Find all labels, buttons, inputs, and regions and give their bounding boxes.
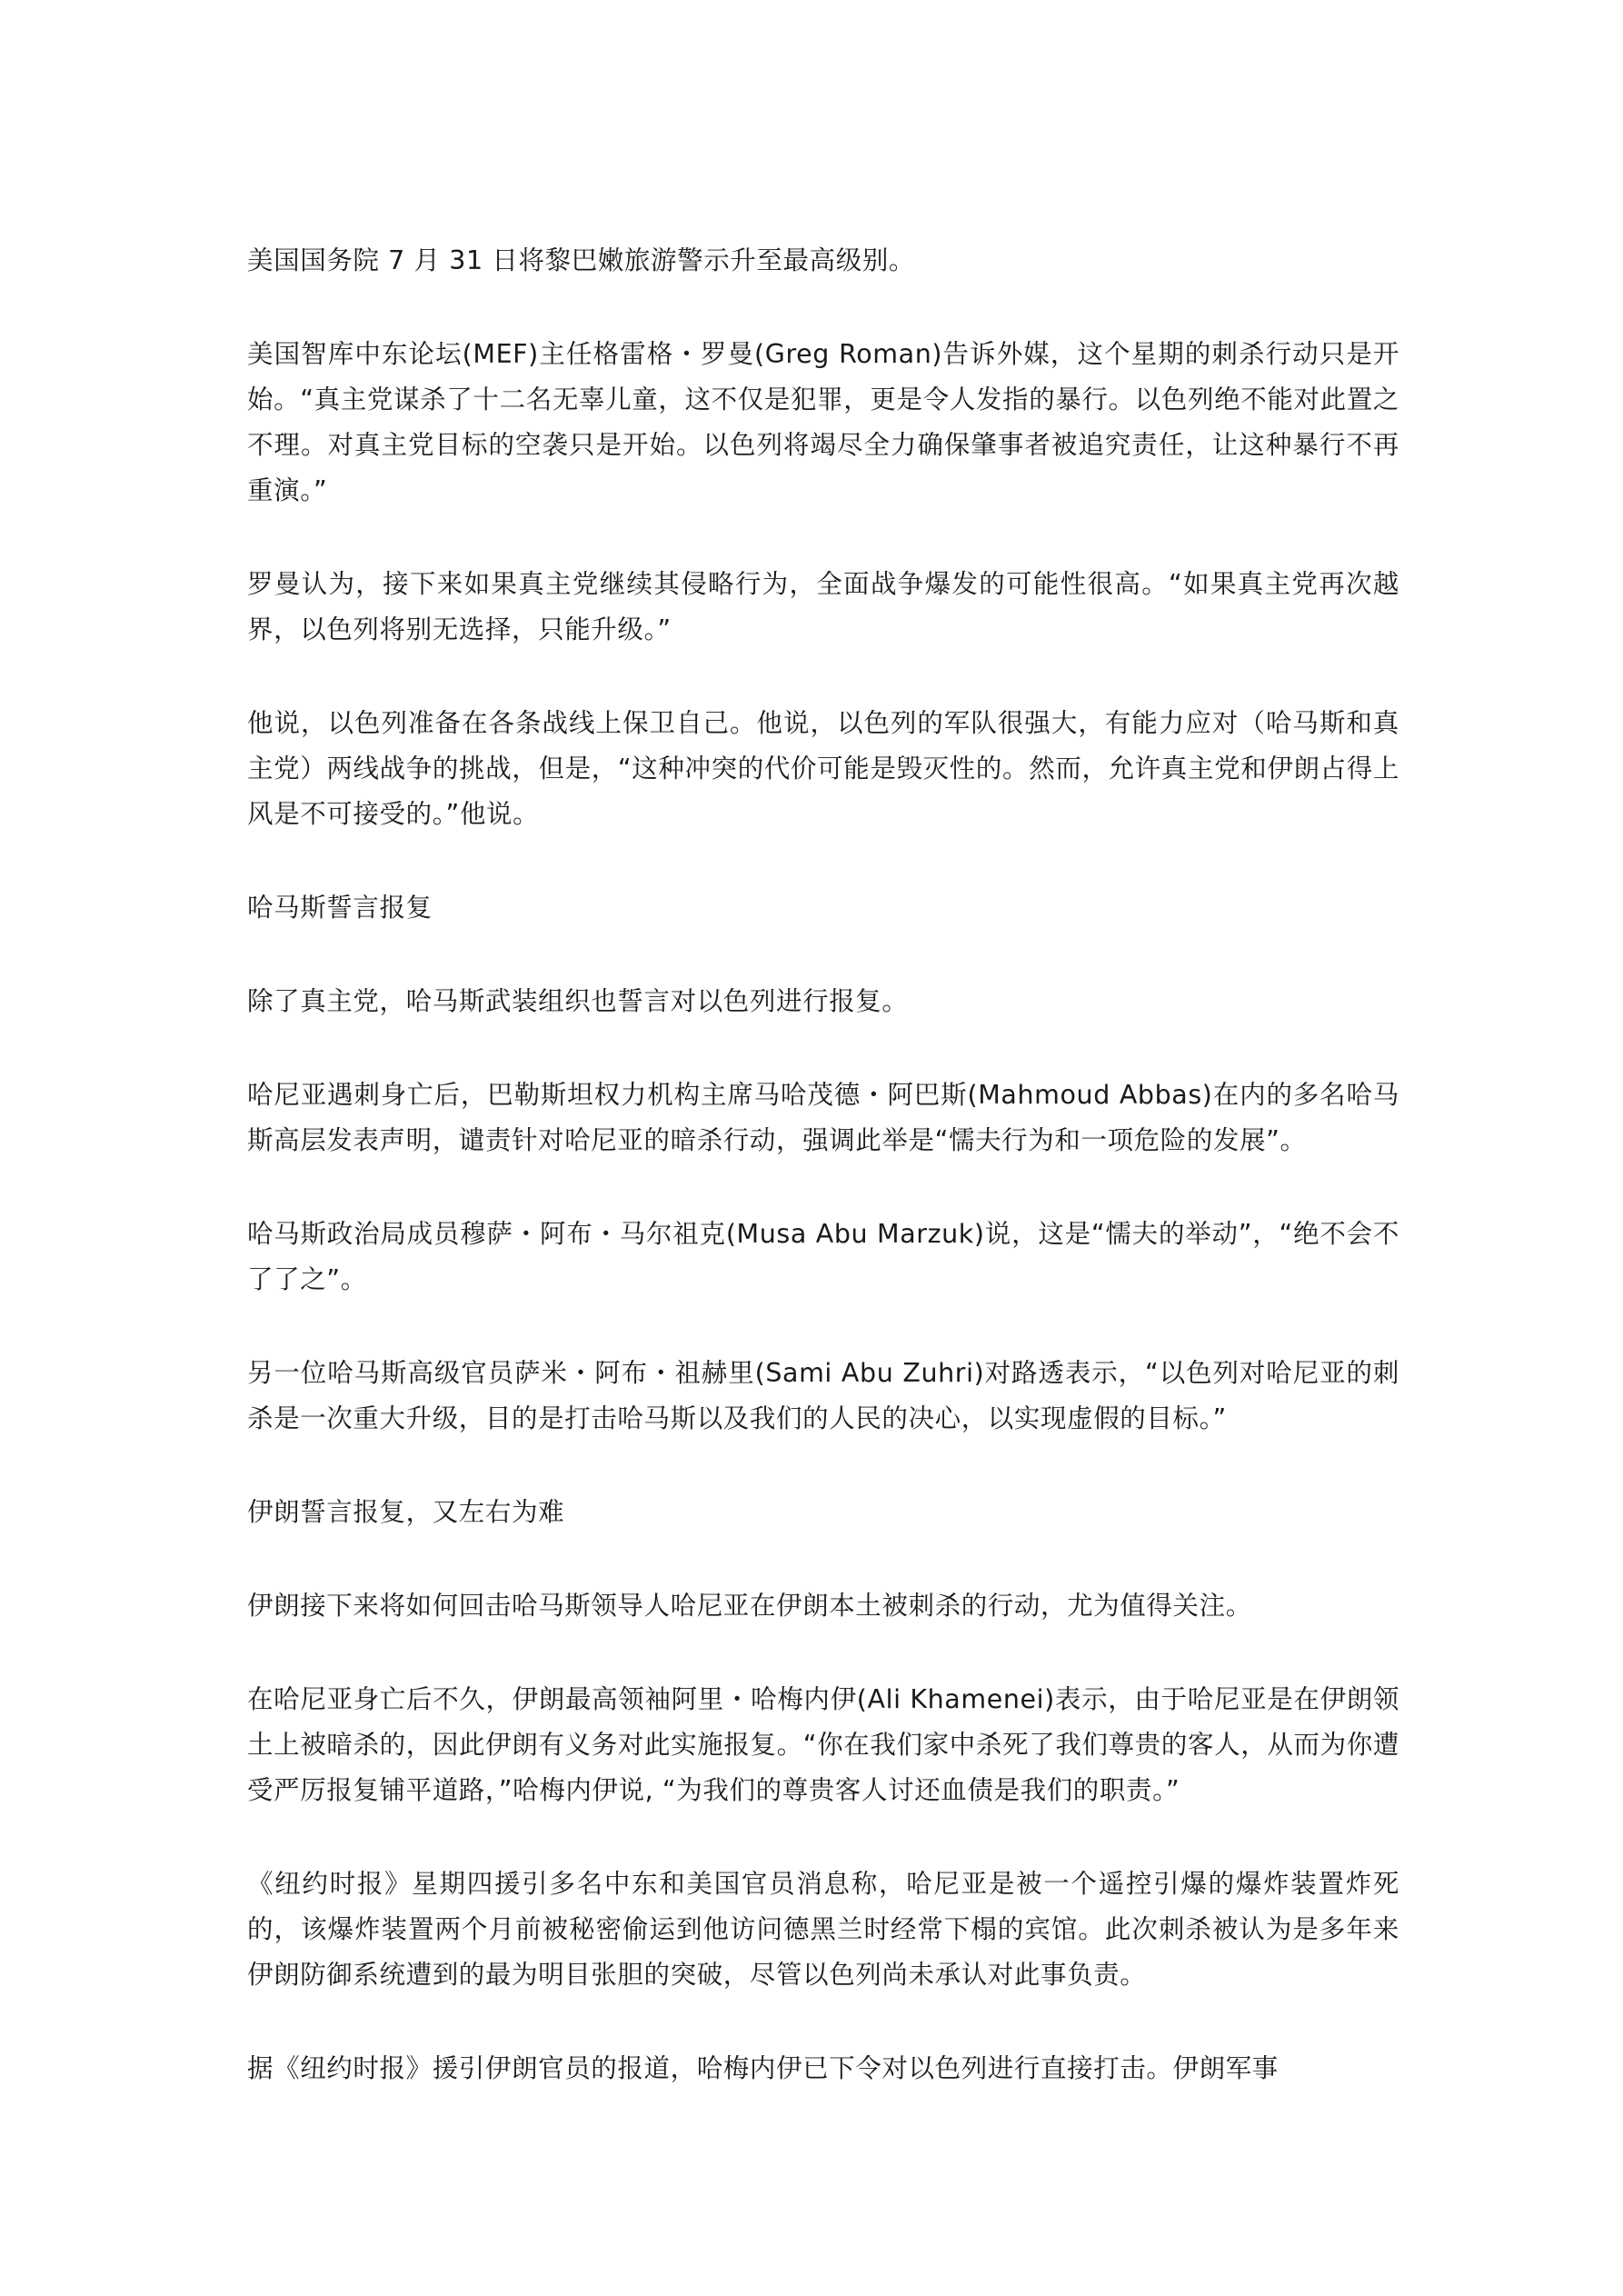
paragraph-roman-quote: 美国智库中东论坛(MEF)主任格雷格・罗曼(Greg Roman)告诉外媒，这个星期的刺杀行动只是开始。“真主党谋杀了十二名无辜儿童，这不仅是犯罪，更是令人发指的暴行。以色列绝不能对此置之不理。对真主党目标的空袭只是开始。以色列将竭尽全力确保肇事者被追究责任，让这种暴行不再重演。” <box>247 339 1399 505</box>
paragraph-khamenei-quote: 在哈尼亚身亡后不久，伊朗最高领袖阿里・哈梅内伊(Ali Khamenei)表示，由于哈尼亚是在伊朗领土上被暗杀的，因此伊朗有义务对此实施报复。“你在我们家中杀死了我们尊贵的客人，从而为你遭受严厉报复铺平道路，”哈梅内伊说, “为我们的尊贵客人讨还血债是我们的职责。” <box>247 1684 1399 1805</box>
section-heading-iran: 伊朗誓言报复，又左右为难 <box>247 1497 565 1527</box>
paragraph-marzuk-quote: 哈马斯政治局成员穆萨・阿布・马尔祖克(Musa Abu Marzuk)说，这是“懦夫的举动”，“绝不会不了了之”。 <box>247 1219 1399 1294</box>
paragraph-israel-defense: 他说，以色列准备在各条战线上保卫自己。他说，以色列的军队很强大，有能力应对（哈马斯和真主党）两线战争的挑战，但是，“这种冲突的代价可能是毁灭性的。然而，允许真主党和伊朗占得上风是不可接受的。”他说。 <box>247 708 1399 829</box>
paragraph-abbas-statement: 哈尼亚遇刺身亡后，巴勒斯坦权力机构主席马哈茂德・阿巴斯(Mahmoud Abbas)在内的多名哈马斯高层发表声明，谴责针对哈尼亚的暗杀行动，强调此举是“懦夫行为和一项危险的发展”。 <box>247 1080 1399 1155</box>
paragraph-iran-response: 伊朗接下来将如何回击哈马斯领导人哈尼亚在伊朗本土被刺杀的行动，尤为值得关注。 <box>247 1591 1252 1621</box>
paragraph-direct-strike: 据《纽约时报》援引伊朗官员的报道，哈梅内伊已下令对以色列进行直接打击。伊朗军事 <box>247 2053 1279 2083</box>
paragraph-travel-warning: 美国国务院 7 月 31 日将黎巴嫩旅游警示升至最高级别。 <box>247 245 916 275</box>
paragraph-nyt-report: 《纽约时报》星期四援引多名中东和美国官员消息称，哈尼亚是被一个遥控引爆的爆炸装置炸死的，该爆炸装置两个月前被秘密偷运到他访问德黑兰时经常下榻的宾馆。此次刺杀被认为是多年来伊朗防御系统遭到的最为明目张胆的突破，尽管以色列尚未承认对此事负责。 <box>247 1869 1399 1990</box>
article-body <box>247 238 1399 2140</box>
paragraph-roman-escalation: 罗曼认为，接下来如果真主党继续其侵略行为，全面战争爆发的可能性很高。“如果真主党再次越界，以色列将别无选择，只能升级。” <box>247 569 1399 644</box>
paragraph-hamas-vow: 除了真主党，哈马斯武装组织也誓言对以色列进行报复。 <box>247 986 909 1016</box>
section-heading-hamas: 哈马斯誓言报复 <box>247 893 433 923</box>
paragraph-zuhri-quote: 另一位哈马斯高级官员萨米・阿布・祖赫里(Sami Abu Zuhri)对路透表示，“以色列对哈尼亚的刺杀是一次重大升级，目的是打击哈马斯以及我们的人民的决心，以实现虚假的目标。” <box>247 1358 1399 1433</box>
